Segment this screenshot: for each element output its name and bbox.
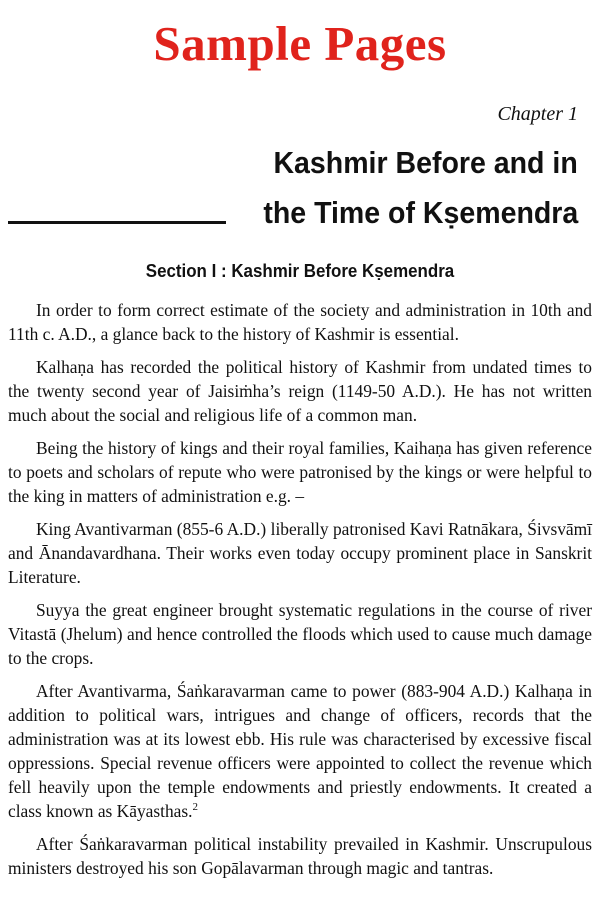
paragraph: Kalhaṇa has recorded the political history of Kashmir from undated times to the twenty second year of Jaisiṁha’s reign (1149-50 A.D.). He has not written much about the social and religious life of a common man. bbox=[8, 357, 592, 425]
paragraph-text: After Avantivarma, Śaṅkaravarman came to power (883-904 A.D.) Kalhaṇa in addition to political wars, intrigues and change of officers, records that the administration was at its lowest ebb. His rule was characterised by excessive fiscal oppressions. Special revenue officers were appointed to collect the revenue which fell heavily upon the temple endowments and priestly endowments. It created a class known as Kāyasthas. bbox=[8, 681, 592, 821]
sample-pages-banner: Sample Pages bbox=[153, 16, 447, 71]
chapter-title-line-2: the Time of Kṣemendra bbox=[263, 195, 578, 230]
chapter-title-row-2 bbox=[8, 193, 578, 233]
paragraph: Being the history of kings and their royal families, Kaihaṇa has given reference to poets and scholars of repute who were patronised by the kings or were helpful to the king in matters of administration e.g. – bbox=[8, 438, 592, 506]
paragraph: King Avantivarman (855-6 A.D.) liberally patronised Kavi Ratnākara, Śivsvāmī and Ānandavardhana. Their works even today occupy prominent place in Sanskrit Literature. bbox=[8, 519, 592, 587]
paragraph-with-footnote bbox=[8, 679, 592, 823]
footnote-marker: 2 bbox=[192, 801, 198, 814]
paragraph: Suyya the great engineer brought systematic regulations in the course of river Vitastā (Jhelum) and hence controlled the floods which used to cause much damage to the crops. bbox=[8, 600, 592, 668]
chapter-label: Chapter 1 bbox=[497, 103, 578, 125]
section-heading: Section I : Kashmir Before Kṣemendra bbox=[145, 261, 455, 281]
paragraph: After Śaṅkaravarman political instability prevailed in Kashmir. Unscrupulous ministers destroyed his son Gopālavarman through magic and tantras. bbox=[8, 834, 592, 878]
paragraph: In order to form correct estimate of the society and administration in 10th and 11th c. A.D., a glance back to the history of Kashmir is essential. bbox=[8, 300, 592, 344]
body-text bbox=[8, 298, 592, 889]
chapter-title-line-1: Kashmir Before and in bbox=[273, 145, 578, 180]
title-rule bbox=[8, 221, 226, 224]
